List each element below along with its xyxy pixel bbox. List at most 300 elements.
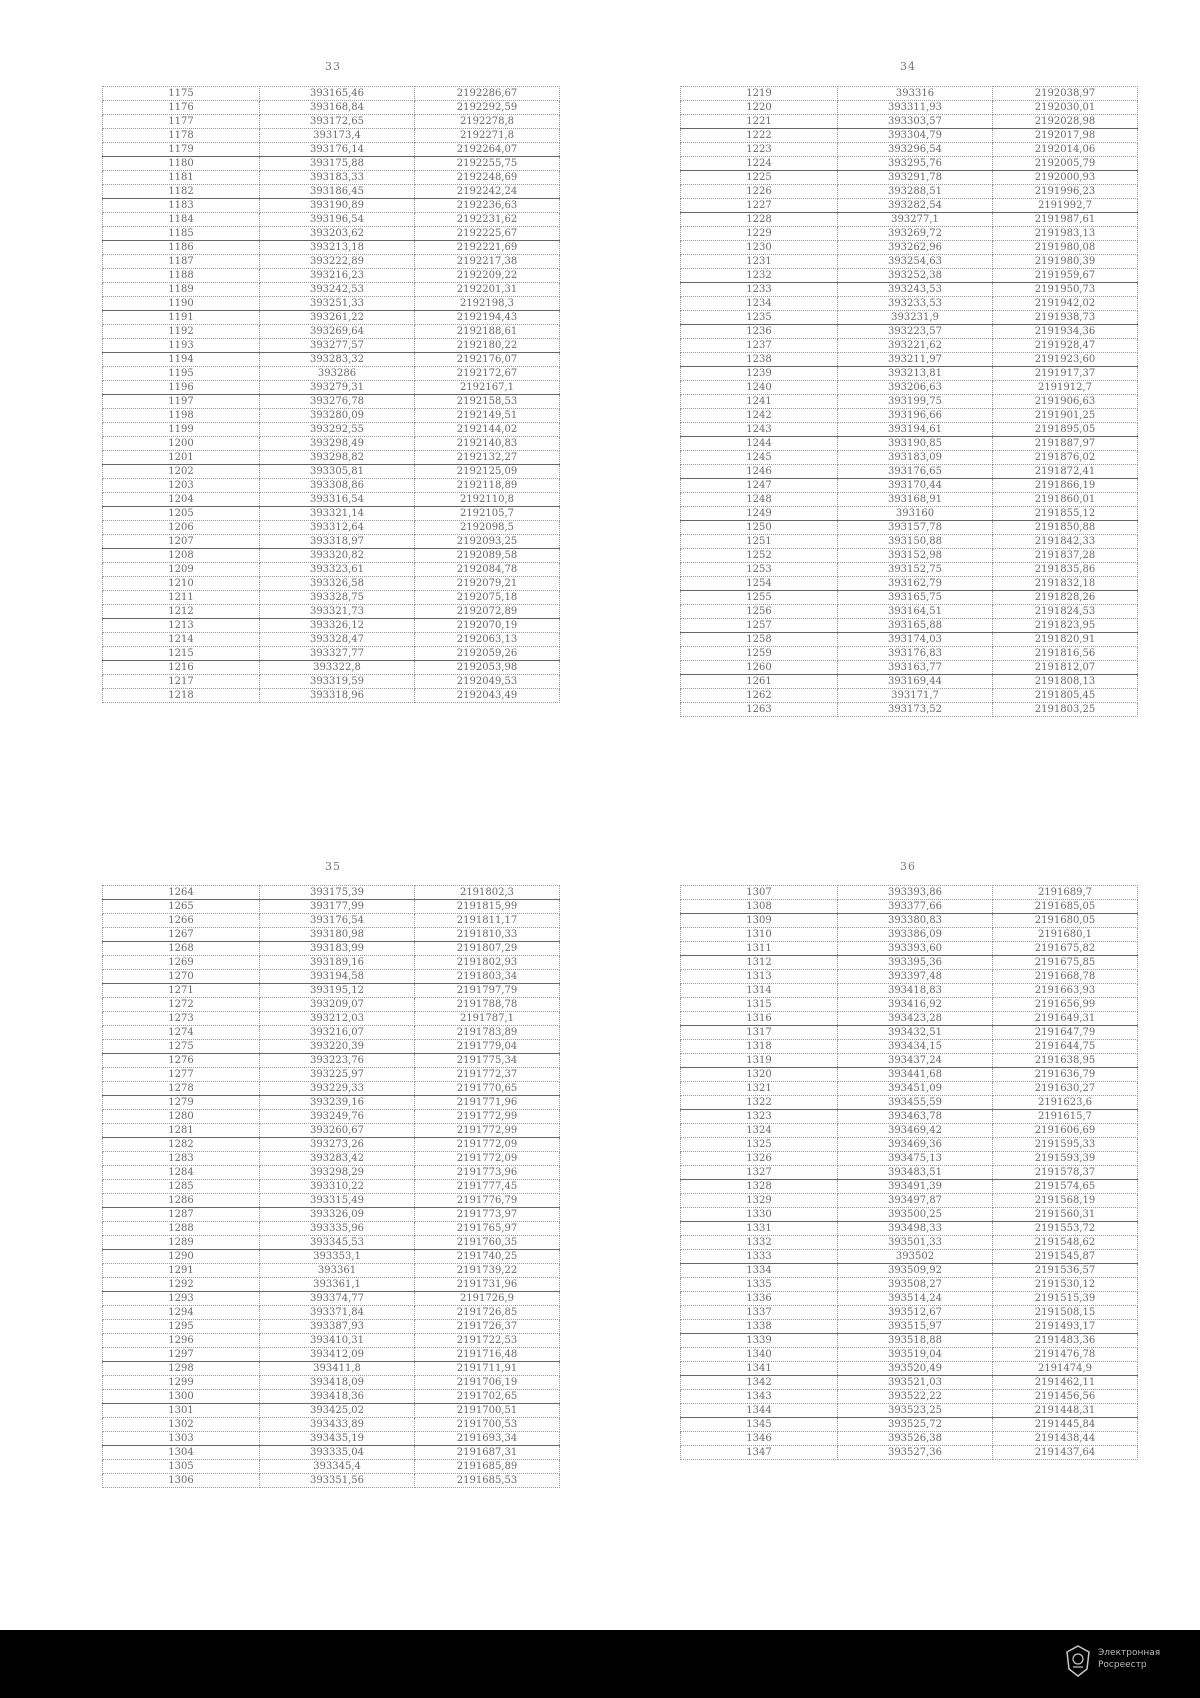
table-row: [681, 703, 1138, 717]
x-coordinate-cell: 393361,1: [260, 1278, 415, 1292]
table-row: [103, 465, 560, 479]
x-coordinate-cell: 393514,24: [838, 1292, 993, 1306]
x-coordinate-cell: 393435,19: [260, 1432, 415, 1446]
table-row: [103, 479, 560, 493]
y-coordinate-cell: 2191815,99: [415, 900, 560, 914]
x-coordinate-cell: 393174,03: [838, 633, 993, 647]
y-coordinate-cell: 2192059,26: [415, 647, 560, 661]
y-coordinate-cell: 2191568,19: [993, 1194, 1138, 1208]
x-coordinate-cell: 393345,4: [260, 1460, 415, 1474]
table-row: [103, 1012, 560, 1026]
point-number-cell: 1200: [103, 437, 260, 451]
x-coordinate-cell: 393298,82: [260, 451, 415, 465]
point-number-cell: 1220: [681, 101, 838, 115]
page-number-33: 33: [325, 60, 341, 73]
x-coordinate-cell: 393393,86: [838, 886, 993, 900]
x-coordinate-cell: 393157,78: [838, 521, 993, 535]
y-coordinate-cell: 2191823,95: [993, 619, 1138, 633]
point-number-cell: 1234: [681, 297, 838, 311]
table-row: [103, 619, 560, 633]
x-coordinate-cell: 393295,76: [838, 157, 993, 171]
x-coordinate-cell: 393308,86: [260, 479, 415, 493]
x-coordinate-cell: 393283,42: [260, 1152, 415, 1166]
x-coordinate-cell: 393169,44: [838, 675, 993, 689]
x-coordinate-cell: 393335,04: [260, 1446, 415, 1460]
table-row: [681, 1446, 1138, 1460]
point-number-cell: 1243: [681, 423, 838, 437]
x-coordinate-cell: 393254,63: [838, 255, 993, 269]
point-number-cell: 1251: [681, 535, 838, 549]
y-coordinate-cell: 2192110,8: [415, 493, 560, 507]
x-coordinate-cell: 393150,88: [838, 535, 993, 549]
table-row: [681, 395, 1138, 409]
point-number-cell: 1328: [681, 1180, 838, 1194]
table-row: [681, 339, 1138, 353]
table-row: [681, 1152, 1138, 1166]
x-coordinate-cell: 393501,33: [838, 1236, 993, 1250]
x-coordinate-cell: 393152,75: [838, 563, 993, 577]
coordinate-table-35: [102, 885, 560, 1488]
point-number-cell: 1175: [103, 87, 260, 101]
x-coordinate-cell: 393475,13: [838, 1152, 993, 1166]
table-row: [681, 1054, 1138, 1068]
point-number-cell: 1262: [681, 689, 838, 703]
x-coordinate-cell: 393483,51: [838, 1166, 993, 1180]
x-coordinate-cell: 393432,51: [838, 1026, 993, 1040]
table-row: [103, 1446, 560, 1460]
y-coordinate-cell: 2191680,05: [993, 914, 1138, 928]
y-coordinate-cell: 2191685,53: [415, 1474, 560, 1488]
x-coordinate-cell: 393377,66: [838, 900, 993, 914]
x-coordinate-cell: 393223,76: [260, 1054, 415, 1068]
point-number-cell: 1221: [681, 115, 838, 129]
point-number-cell: 1320: [681, 1068, 838, 1082]
y-coordinate-cell: 2192028,98: [993, 115, 1138, 129]
table-row: [103, 1236, 560, 1250]
x-coordinate-cell: 393520,49: [838, 1362, 993, 1376]
point-number-cell: 1193: [103, 339, 260, 353]
y-coordinate-cell: 2191722,53: [415, 1334, 560, 1348]
point-number-cell: 1280: [103, 1110, 260, 1124]
x-coordinate-cell: 393393,60: [838, 942, 993, 956]
table-row: [681, 1082, 1138, 1096]
x-coordinate-cell: 393176,65: [838, 465, 993, 479]
table-row: [681, 381, 1138, 395]
point-number-cell: 1191: [103, 311, 260, 325]
table-row: [681, 325, 1138, 339]
point-number-cell: 1321: [681, 1082, 838, 1096]
y-coordinate-cell: 2191828,26: [993, 591, 1138, 605]
table-row: [681, 367, 1138, 381]
y-coordinate-cell: 2191700,53: [415, 1418, 560, 1432]
y-coordinate-cell: 2192017,98: [993, 129, 1138, 143]
y-coordinate-cell: 2191816,56: [993, 647, 1138, 661]
table-row: [103, 521, 560, 535]
y-coordinate-cell: 2191553,72: [993, 1222, 1138, 1236]
x-coordinate-cell: 393423,28: [838, 1012, 993, 1026]
table-row: [681, 886, 1138, 900]
x-coordinate-cell: 393279,31: [260, 381, 415, 395]
table-row: [103, 381, 560, 395]
table-row: [681, 914, 1138, 928]
table-row: [103, 1082, 560, 1096]
point-number-cell: 1305: [103, 1460, 260, 1474]
x-coordinate-cell: 393239,16: [260, 1096, 415, 1110]
table-row: [681, 157, 1138, 171]
table-row: [103, 928, 560, 942]
point-number-cell: 1245: [681, 451, 838, 465]
point-number-cell: 1258: [681, 633, 838, 647]
y-coordinate-cell: 2191824,53: [993, 605, 1138, 619]
y-coordinate-cell: 2191820,91: [993, 633, 1138, 647]
y-coordinate-cell: 2191711,91: [415, 1362, 560, 1376]
point-number-cell: 1272: [103, 998, 260, 1012]
point-number-cell: 1183: [103, 199, 260, 213]
y-coordinate-cell: 2191980,08: [993, 241, 1138, 255]
point-number-cell: 1180: [103, 157, 260, 171]
y-coordinate-cell: 2191912,7: [993, 381, 1138, 395]
table-row: [681, 493, 1138, 507]
y-coordinate-cell: 2191876,02: [993, 451, 1138, 465]
point-number-cell: 1346: [681, 1432, 838, 1446]
point-number-cell: 1230: [681, 241, 838, 255]
point-number-cell: 1203: [103, 479, 260, 493]
y-coordinate-cell: 2191636,79: [993, 1068, 1138, 1082]
point-number-cell: 1338: [681, 1320, 838, 1334]
y-coordinate-cell: 2191788,78: [415, 998, 560, 1012]
point-number-cell: 1309: [681, 914, 838, 928]
y-coordinate-cell: 2191942,02: [993, 297, 1138, 311]
table-row: [103, 1166, 560, 1180]
y-coordinate-cell: 2191811,17: [415, 914, 560, 928]
point-number-cell: 1344: [681, 1404, 838, 1418]
point-number-cell: 1186: [103, 241, 260, 255]
point-number-cell: 1278: [103, 1082, 260, 1096]
point-number-cell: 1316: [681, 1012, 838, 1026]
y-coordinate-cell: 2192255,75: [415, 157, 560, 171]
y-coordinate-cell: 2191536,57: [993, 1264, 1138, 1278]
point-number-cell: 1290: [103, 1250, 260, 1264]
y-coordinate-cell: 2191950,73: [993, 283, 1138, 297]
table-row: [681, 1166, 1138, 1180]
table-row: [681, 199, 1138, 213]
x-coordinate-cell: 393410,31: [260, 1334, 415, 1348]
point-number-cell: 1333: [681, 1250, 838, 1264]
table-row: [103, 942, 560, 956]
footer-band: [0, 1630, 1200, 1698]
y-coordinate-cell: 2191548,62: [993, 1236, 1138, 1250]
table-row: [103, 297, 560, 311]
x-coordinate-cell: 393425,02: [260, 1404, 415, 1418]
x-coordinate-cell: 393242,53: [260, 283, 415, 297]
table-row: [103, 1390, 560, 1404]
point-number-cell: 1211: [103, 591, 260, 605]
table-row: [681, 591, 1138, 605]
x-coordinate-cell: 393469,42: [838, 1124, 993, 1138]
y-coordinate-cell: 2192000,93: [993, 171, 1138, 185]
table-row: [681, 283, 1138, 297]
table-row: [103, 1096, 560, 1110]
x-coordinate-cell: 393209,07: [260, 998, 415, 1012]
x-coordinate-cell: 393491,39: [838, 1180, 993, 1194]
point-number-cell: 1311: [681, 942, 838, 956]
y-coordinate-cell: 2192005,79: [993, 157, 1138, 171]
x-coordinate-cell: 393277,1: [838, 213, 993, 227]
y-coordinate-cell: 2192070,19: [415, 619, 560, 633]
y-coordinate-cell: 2191508,15: [993, 1306, 1138, 1320]
y-coordinate-cell: 2192144,02: [415, 423, 560, 437]
y-coordinate-cell: 2191448,31: [993, 1404, 1138, 1418]
x-coordinate-cell: 393203,62: [260, 227, 415, 241]
point-number-cell: 1204: [103, 493, 260, 507]
point-number-cell: 1313: [681, 970, 838, 984]
table-row: [681, 171, 1138, 185]
table-row: [681, 535, 1138, 549]
y-coordinate-cell: 2192072,89: [415, 605, 560, 619]
y-coordinate-cell: 2191832,18: [993, 577, 1138, 591]
y-coordinate-cell: 2192221,69: [415, 241, 560, 255]
y-coordinate-cell: 2191675,82: [993, 942, 1138, 956]
y-coordinate-cell: 2191772,09: [415, 1138, 560, 1152]
x-coordinate-cell: 393303,57: [838, 115, 993, 129]
y-coordinate-cell: 2191638,95: [993, 1054, 1138, 1068]
point-number-cell: 1341: [681, 1362, 838, 1376]
y-coordinate-cell: 2191680,1: [993, 928, 1138, 942]
point-number-cell: 1236: [681, 325, 838, 339]
y-coordinate-cell: 2191803,25: [993, 703, 1138, 717]
table-row: [103, 129, 560, 143]
x-coordinate-cell: 393418,09: [260, 1376, 415, 1390]
x-coordinate-cell: 393522,22: [838, 1390, 993, 1404]
point-number-cell: 1323: [681, 1110, 838, 1124]
table-row: [681, 661, 1138, 675]
y-coordinate-cell: 2191700,51: [415, 1404, 560, 1418]
footer-text: [1098, 1647, 1160, 1671]
x-coordinate-cell: 393318,96: [260, 689, 415, 703]
point-number-cell: 1345: [681, 1418, 838, 1432]
y-coordinate-cell: 2191802,93: [415, 956, 560, 970]
y-coordinate-cell: 2192271,8: [415, 129, 560, 143]
table-row: [103, 255, 560, 269]
x-coordinate-cell: 393326,12: [260, 619, 415, 633]
y-coordinate-cell: 2191835,86: [993, 563, 1138, 577]
x-coordinate-cell: 393276,78: [260, 395, 415, 409]
x-coordinate-cell: 393286: [260, 367, 415, 381]
page-number-35: 35: [325, 860, 341, 873]
y-coordinate-cell: 2191855,12: [993, 507, 1138, 521]
x-coordinate-cell: 393326,09: [260, 1208, 415, 1222]
point-number-cell: 1279: [103, 1096, 260, 1110]
table-row: [681, 1250, 1138, 1264]
point-number-cell: 1194: [103, 353, 260, 367]
point-number-cell: 1285: [103, 1180, 260, 1194]
x-coordinate-cell: 393519,04: [838, 1348, 993, 1362]
y-coordinate-cell: 2191647,79: [993, 1026, 1138, 1040]
coordinate-table-34: [680, 86, 1138, 717]
x-coordinate-cell: 393318,97: [260, 535, 415, 549]
table-row: [681, 1208, 1138, 1222]
table-row: [103, 1418, 560, 1432]
y-coordinate-cell: 2191726,85: [415, 1306, 560, 1320]
x-coordinate-cell: 393321,73: [260, 605, 415, 619]
point-number-cell: 1334: [681, 1264, 838, 1278]
table-row: [681, 675, 1138, 689]
x-coordinate-cell: 393304,79: [838, 129, 993, 143]
point-number-cell: 1266: [103, 914, 260, 928]
x-coordinate-cell: 393216,23: [260, 269, 415, 283]
y-coordinate-cell: 2192292,59: [415, 101, 560, 115]
y-coordinate-cell: 2191716,48: [415, 1348, 560, 1362]
y-coordinate-cell: 2192105,7: [415, 507, 560, 521]
point-number-cell: 1201: [103, 451, 260, 465]
point-number-cell: 1282: [103, 1138, 260, 1152]
footer-line-2: Росреестр: [1098, 1660, 1147, 1670]
y-coordinate-cell: 2191895,05: [993, 423, 1138, 437]
y-coordinate-cell: 2192198,3: [415, 297, 560, 311]
x-coordinate-cell: 393211,97: [838, 353, 993, 367]
y-coordinate-cell: 2191959,67: [993, 269, 1138, 283]
table-row: [681, 1236, 1138, 1250]
x-coordinate-cell: 393380,83: [838, 914, 993, 928]
y-coordinate-cell: 2191837,28: [993, 549, 1138, 563]
point-number-cell: 1253: [681, 563, 838, 577]
point-number-cell: 1301: [103, 1404, 260, 1418]
y-coordinate-cell: 2191545,87: [993, 1250, 1138, 1264]
point-number-cell: 1317: [681, 1026, 838, 1040]
point-number-cell: 1303: [103, 1432, 260, 1446]
x-coordinate-cell: 393251,33: [260, 297, 415, 311]
point-number-cell: 1340: [681, 1348, 838, 1362]
point-number-cell: 1265: [103, 900, 260, 914]
y-coordinate-cell: 2191623,6: [993, 1096, 1138, 1110]
point-number-cell: 1237: [681, 339, 838, 353]
point-number-cell: 1331: [681, 1222, 838, 1236]
x-coordinate-cell: 393321,14: [260, 507, 415, 521]
coordinate-table-36: [680, 885, 1138, 1460]
x-coordinate-cell: 393175,39: [260, 886, 415, 900]
x-coordinate-cell: 393455,59: [838, 1096, 993, 1110]
y-coordinate-cell: 2191771,96: [415, 1096, 560, 1110]
y-coordinate-cell: 2191687,31: [415, 1446, 560, 1460]
y-coordinate-cell: 2191731,96: [415, 1278, 560, 1292]
point-number-cell: 1270: [103, 970, 260, 984]
point-number-cell: 1181: [103, 171, 260, 185]
x-coordinate-cell: 393326,58: [260, 577, 415, 591]
point-number-cell: 1330: [681, 1208, 838, 1222]
x-coordinate-cell: 393327,77: [260, 647, 415, 661]
y-coordinate-cell: 2191772,99: [415, 1124, 560, 1138]
y-coordinate-cell: 2191530,12: [993, 1278, 1138, 1292]
table-row: [103, 283, 560, 297]
y-coordinate-cell: 2191456,56: [993, 1390, 1138, 1404]
table-row: [103, 157, 560, 171]
x-coordinate-cell: 393500,25: [838, 1208, 993, 1222]
x-coordinate-cell: 393433,89: [260, 1418, 415, 1432]
point-number-cell: 1300: [103, 1390, 260, 1404]
table-row: [103, 900, 560, 914]
x-coordinate-cell: 393469,36: [838, 1138, 993, 1152]
x-coordinate-cell: 393177,99: [260, 900, 415, 914]
point-number-cell: 1205: [103, 507, 260, 521]
table-row: [103, 507, 560, 521]
table-row: [681, 213, 1138, 227]
point-number-cell: 1275: [103, 1040, 260, 1054]
x-coordinate-cell: 393319,59: [260, 675, 415, 689]
x-coordinate-cell: 393229,33: [260, 1082, 415, 1096]
x-coordinate-cell: 393189,16: [260, 956, 415, 970]
y-coordinate-cell: 2191726,37: [415, 1320, 560, 1334]
point-number-cell: 1337: [681, 1306, 838, 1320]
y-coordinate-cell: 2191860,01: [993, 493, 1138, 507]
point-number-cell: 1248: [681, 493, 838, 507]
x-coordinate-cell: 393397,48: [838, 970, 993, 984]
point-number-cell: 1314: [681, 984, 838, 998]
table-row: [681, 1012, 1138, 1026]
y-coordinate-cell: 2191850,88: [993, 521, 1138, 535]
x-coordinate-cell: 393526,38: [838, 1432, 993, 1446]
point-number-cell: 1339: [681, 1334, 838, 1348]
table-row: [681, 984, 1138, 998]
x-coordinate-cell: 393220,39: [260, 1040, 415, 1054]
x-coordinate-cell: 393437,24: [838, 1054, 993, 1068]
x-coordinate-cell: 393262,96: [838, 241, 993, 255]
x-coordinate-cell: 393190,89: [260, 199, 415, 213]
table-row: [103, 675, 560, 689]
point-number-cell: 1271: [103, 984, 260, 998]
y-coordinate-cell: 2191445,84: [993, 1418, 1138, 1432]
y-coordinate-cell: 2192236,63: [415, 199, 560, 213]
y-coordinate-cell: 2192209,22: [415, 269, 560, 283]
point-number-cell: 1252: [681, 549, 838, 563]
table-row: [681, 1432, 1138, 1446]
table-row: [681, 998, 1138, 1012]
x-coordinate-cell: 393508,27: [838, 1278, 993, 1292]
point-number-cell: 1212: [103, 605, 260, 619]
point-number-cell: 1292: [103, 1278, 260, 1292]
y-coordinate-cell: 2191901,25: [993, 409, 1138, 423]
x-coordinate-cell: 393160: [838, 507, 993, 521]
point-number-cell: 1242: [681, 409, 838, 423]
table-row: [103, 1292, 560, 1306]
y-coordinate-cell: 2192149,51: [415, 409, 560, 423]
y-coordinate-cell: 2192172,67: [415, 367, 560, 381]
y-coordinate-cell: 2191656,99: [993, 998, 1138, 1012]
point-number-cell: 1315: [681, 998, 838, 1012]
y-coordinate-cell: 2192248,69: [415, 171, 560, 185]
point-number-cell: 1329: [681, 1194, 838, 1208]
y-coordinate-cell: 2192053,98: [415, 661, 560, 675]
x-coordinate-cell: 393411,8: [260, 1362, 415, 1376]
point-number-cell: 1335: [681, 1278, 838, 1292]
table-row: [681, 409, 1138, 423]
y-coordinate-cell: 2192093,25: [415, 535, 560, 549]
x-coordinate-cell: 393173,52: [838, 703, 993, 717]
table-row: [103, 1054, 560, 1068]
x-coordinate-cell: 393152,98: [838, 549, 993, 563]
point-number-cell: 1277: [103, 1068, 260, 1082]
x-coordinate-cell: 393387,93: [260, 1320, 415, 1334]
point-number-cell: 1178: [103, 129, 260, 143]
table-row: [103, 563, 560, 577]
table-row: [103, 1306, 560, 1320]
point-number-cell: 1222: [681, 129, 838, 143]
x-coordinate-cell: 393434,15: [838, 1040, 993, 1054]
table-row: [103, 269, 560, 283]
x-coordinate-cell: 393305,81: [260, 465, 415, 479]
y-coordinate-cell: 2192014,06: [993, 143, 1138, 157]
point-number-cell: 1246: [681, 465, 838, 479]
x-coordinate-cell: 393194,58: [260, 970, 415, 984]
